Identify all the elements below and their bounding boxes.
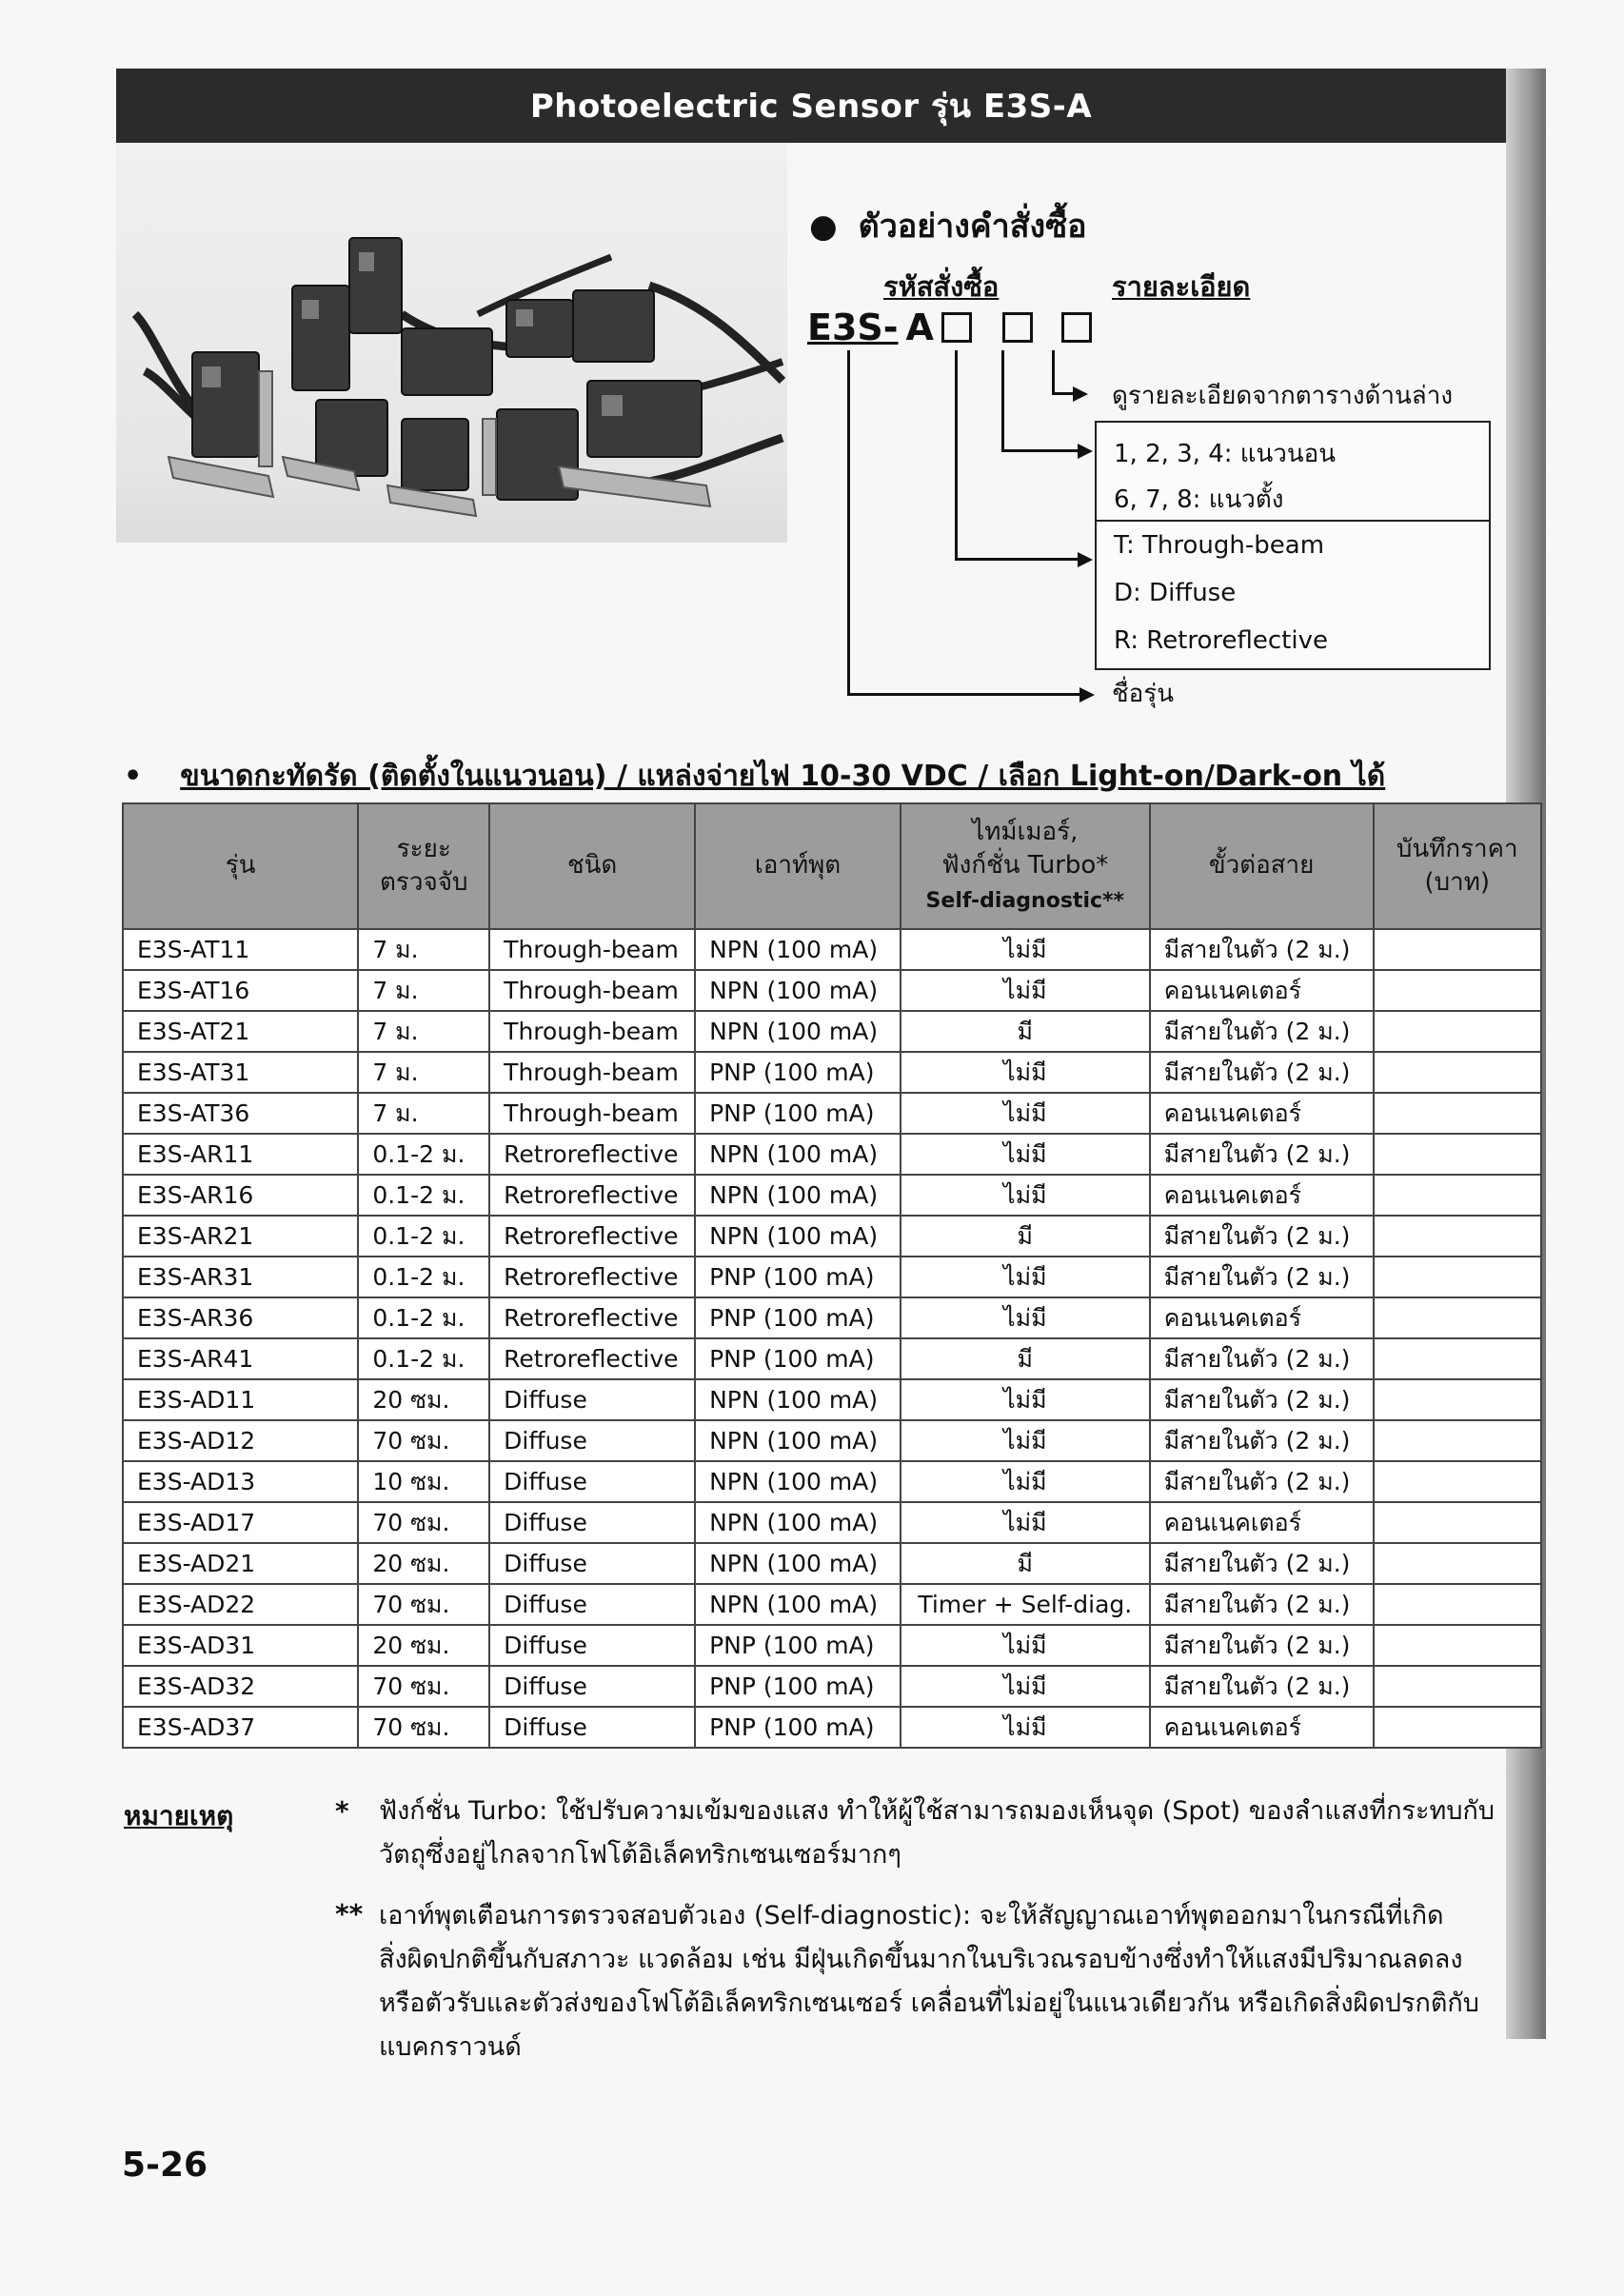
cell-connection: คอนเนคเตอร์ [1150,970,1374,1011]
legend-box [1095,421,1491,670]
cell-range: 0.1-2 ม. [358,1338,489,1379]
cell-model: E3S-AD21 [123,1543,358,1584]
cell-type: Through-beam [489,970,695,1011]
cell-output: NPN (100 mA) [695,1216,901,1257]
cell-type: Diffuse [489,1502,695,1543]
table-row [123,1297,1541,1338]
order-example-title: ● ตัวอย่างคำสั่งซื้อ [809,208,1087,246]
cell-price [1374,1420,1541,1461]
cell-connection: มีสายในตัว (2 ม.) [1150,1011,1374,1052]
cell-timer: มี [901,1338,1150,1379]
cell-type: Retroreflective [489,1297,695,1338]
legend-type-retroreflective: R: Retroreflective [1114,626,1328,655]
cell-price [1374,1011,1541,1052]
cell-range: 70 ซม. [358,1666,489,1707]
cell-timer: ไม่มี [901,1379,1150,1420]
table-header-row [123,803,1541,929]
cell-output: NPN (100 mA) [695,1134,901,1175]
col-header-range: ระยะ ตรวจจับ [358,803,489,929]
cell-timer: ไม่มี [901,1625,1150,1666]
table-row [123,970,1541,1011]
connector-line-series [847,350,850,695]
cell-model: E3S-AT31 [123,1052,358,1093]
code-box-variant [1061,312,1092,343]
table-row [123,1379,1541,1420]
cell-model: E3S-AT36 [123,1093,358,1134]
cell-range: 7 ม. [358,970,489,1011]
cell-type: Retroreflective [489,1175,695,1216]
legend-orientation-horizontal: 1, 2, 3, 4: แนวนอน [1114,440,1337,468]
cell-output: PNP (100 mA) [695,1625,901,1666]
table-row [123,1584,1541,1625]
cell-timer: ไม่มี [901,970,1150,1011]
col-header-connection: ขั้วต่อสาย [1150,803,1374,929]
page-number: 5-26 [122,2146,208,2185]
table-row [123,1543,1541,1584]
cell-price [1374,1052,1541,1093]
cell-output: PNP (100 mA) [695,1707,901,1748]
model-code [807,307,1092,348]
col-header-model: รุ่น [123,803,358,929]
cell-model: E3S-AT21 [123,1011,358,1052]
cell-range: 20 ซม. [358,1379,489,1420]
cell-type: Diffuse [489,1707,695,1748]
note-self-diagnostic: เอาท์พุตเตือนการตรวจสอบตัวเอง (Self-diagnostic): จะให้สัญญาณเอาท์พุตออกมาในกรณีที่เกิด สิ่งผิดปกติขึ้นกับสภาวะ แวดล้อม เช่น มีฝุ่นเกิดขึ้นมากในบริเวณรอบข้างซึ่งทำให้แสงมีปริมาณลดลง หรือตัวรับและตัวส่งของโฟโต้อิเล็คทริกเซนเซอร์ เคลื่อนที่ไม่อยู่ในแนวเดียวกัน หรือเกิดสิ่งผิดปรกติกับ แบคกราวนด์ [379,1901,1479,2062]
cell-timer: ไม่มี [901,1257,1150,1297]
cell-connection: มีสายในตัว (2 ม.) [1150,1134,1374,1175]
col-header-type: ชนิด [489,803,695,929]
cell-price [1374,1543,1541,1584]
cell-model: E3S-AR36 [123,1297,358,1338]
cell-timer: ไม่มี [901,1666,1150,1707]
cell-range: 0.1-2 ม. [358,1175,489,1216]
bullet-icon: • [124,760,143,793]
code-box-orientation [1002,312,1033,343]
cell-connection: มีสายในตัว (2 ม.) [1150,1584,1374,1625]
cell-range: 0.1-2 ม. [358,1216,489,1257]
cell-price [1374,1297,1541,1338]
cell-model: E3S-AD17 [123,1502,358,1543]
note-mark-double: ** [335,1898,364,1930]
table-row [123,1707,1541,1748]
cell-timer: มี [901,1216,1150,1257]
cell-type: Diffuse [489,1379,695,1420]
sensor-photo-illustration [116,143,787,543]
cell-output: PNP (100 mA) [695,1093,901,1134]
table-row [123,1216,1541,1257]
cell-timer: มี [901,1011,1150,1052]
connector-line-series-h [847,693,1083,696]
cell-model: E3S-AR16 [123,1175,358,1216]
cell-model: E3S-AD22 [123,1584,358,1625]
cell-output: NPN (100 mA) [695,1379,901,1420]
cell-price [1374,1216,1541,1257]
cell-model: E3S-AR31 [123,1257,358,1297]
connector-line-orientation-h [1001,449,1080,452]
page-header [116,69,1506,143]
table-row [123,1502,1541,1543]
cell-connection: มีสายในตัว (2 ม.) [1150,1379,1374,1420]
cell-type: Through-beam [489,929,695,970]
cell-connection: มีสายในตัว (2 ม.) [1150,1052,1374,1093]
legend-table-note: ดูรายละเอียดจากตารางด้านล่าง [1112,382,1454,410]
table-row [123,1052,1541,1093]
table-row [123,1257,1541,1297]
table-row [123,929,1541,970]
code-box-type [941,312,972,343]
cell-output: PNP (100 mA) [695,1338,901,1379]
cell-model: E3S-AD11 [123,1379,358,1420]
cell-connection: คอนเนคเตอร์ [1150,1175,1374,1216]
product-photo [116,143,787,543]
cell-model: E3S-AD32 [123,1666,358,1707]
cell-output: NPN (100 mA) [695,970,901,1011]
table-row [123,1625,1541,1666]
cell-range: 7 ม. [358,1011,489,1052]
cell-timer: Timer + Self-diag. [901,1584,1150,1625]
cell-type: Through-beam [489,1052,695,1093]
cell-connection: มีสายในตัว (2 ม.) [1150,1338,1374,1379]
detail-label: รายละเอียด [1112,270,1251,303]
table-row [123,1420,1541,1461]
cell-connection: มีสายในตัว (2 ม.) [1150,1666,1374,1707]
cell-connection: มีสายในตัว (2 ม.) [1150,1420,1374,1461]
cell-price [1374,1666,1541,1707]
cell-price [1374,1175,1541,1216]
cell-range: 7 ม. [358,1093,489,1134]
cell-price [1374,1338,1541,1379]
cell-type: Through-beam [489,1093,695,1134]
table-row [123,1338,1541,1379]
cell-connection: มีสายในตัว (2 ม.) [1150,1257,1374,1297]
cell-model: E3S-AR41 [123,1338,358,1379]
cell-price [1374,1379,1541,1420]
cell-connection: มีสายในตัว (2 ม.) [1150,1543,1374,1584]
cell-type: Through-beam [489,1011,695,1052]
cell-timer: ไม่มี [901,1502,1150,1543]
cell-output: PNP (100 mA) [695,1257,901,1297]
cell-timer: ไม่มี [901,1461,1150,1502]
section-title: • ขนาดกะทัดรัด (ติดตั้งในแนวนอน) / แหล่งจ่ายไฟ 10-30 VDC / เลือก Light-on/Dark-on ได้ [124,760,1386,793]
col-header-output: เอาท์พุต [695,803,901,929]
cell-model: E3S-AR21 [123,1216,358,1257]
cell-type: Retroreflective [489,1216,695,1257]
arrow-right-icon [1078,444,1093,459]
table-row [123,1011,1541,1052]
cell-timer: ไม่มี [901,929,1150,970]
cell-type: Retroreflective [489,1338,695,1379]
cell-price [1374,1502,1541,1543]
cell-output: NPN (100 mA) [695,1461,901,1502]
notes-title: หมายเหตุ [124,1800,234,1831]
col-header-price: บันทึกราคา (บาท) [1374,803,1541,929]
cell-output: PNP (100 mA) [695,1666,901,1707]
cell-type: Retroreflective [489,1134,695,1175]
order-code-label: รหัสสั่งซื้อ [883,270,1000,303]
bullet-icon: ● [809,208,838,246]
cell-model: E3S-AT11 [123,929,358,970]
cell-price [1374,1257,1541,1297]
model-prefix: E3S- [807,307,899,348]
cell-range: 20 ซม. [358,1543,489,1584]
cell-timer: ไม่มี [901,1297,1150,1338]
cell-timer: ไม่มี [901,1175,1150,1216]
cell-output: NPN (100 mA) [695,1175,901,1216]
cell-connection: มีสายในตัว (2 ม.) [1150,1216,1374,1257]
cell-connection: คอนเนคเตอร์ [1150,1707,1374,1748]
cell-timer: มี [901,1543,1150,1584]
cell-connection: คอนเนคเตอร์ [1150,1093,1374,1134]
cell-output: NPN (100 mA) [695,1420,901,1461]
cell-output: NPN (100 mA) [695,1502,901,1543]
cell-range: 70 ซม. [358,1420,489,1461]
cell-output: PNP (100 mA) [695,1297,901,1338]
legend-series-name: ชื่อรุ่น [1112,680,1174,708]
cell-model: E3S-AT16 [123,970,358,1011]
cell-price [1374,1461,1541,1502]
cell-range: 70 ซม. [358,1502,489,1543]
cell-model: E3S-AD37 [123,1707,358,1748]
cell-price [1374,1707,1541,1748]
note-mark-single: * [335,1795,349,1827]
table-row [123,1093,1541,1134]
note-turbo: ฟังก์ชั่น Turbo: ใช้ปรับความเข้มของแสง ทำให้ผู้ใช้สามารถมองเห็นจุด (Spot) ของลำแสงที่กระทบกับ วัตถุซึ่งอยู่ไกลจากโฟโต้อิเล็คทริกเซนเซอร์มากๆ [379,1796,1495,1870]
cell-model: E3S-AD12 [123,1420,358,1461]
cell-timer: ไม่มี [901,1134,1150,1175]
cell-connection: คอนเนคเตอร์ [1150,1502,1374,1543]
cell-output: NPN (100 mA) [695,1584,901,1625]
connector-line-type-h [955,558,1080,561]
table-row [123,1134,1541,1175]
cell-price [1374,1134,1541,1175]
cell-connection: คอนเนคเตอร์ [1150,1297,1374,1338]
cell-range: 7 ม. [358,1052,489,1093]
connector-line-orientation [1001,350,1004,451]
cell-connection: มีสายในตัว (2 ม.) [1150,1461,1374,1502]
table-row [123,1175,1541,1216]
cell-price [1374,1625,1541,1666]
cell-type: Diffuse [489,1666,695,1707]
cell-range: 0.1-2 ม. [358,1257,489,1297]
cell-type: Diffuse [489,1625,695,1666]
cell-timer: ไม่มี [901,1707,1150,1748]
cell-timer: ไม่มี [901,1420,1150,1461]
cell-output: NPN (100 mA) [695,929,901,970]
table-row [123,1666,1541,1707]
cell-timer: ไม่มี [901,1052,1150,1093]
legend-type-through-beam: T: Through-beam [1114,531,1325,560]
arrow-right-icon [1078,552,1093,567]
spec-table [122,802,1542,1749]
cell-range: 0.1-2 ม. [358,1297,489,1338]
cell-range: 70 ซม. [358,1584,489,1625]
cell-connection: มีสายในตัว (2 ม.) [1150,1625,1374,1666]
legend-divider [1097,520,1489,522]
model-letter: A [905,307,934,348]
cell-model: E3S-AR11 [123,1134,358,1175]
connector-line-type [955,350,958,560]
cell-type: Retroreflective [489,1257,695,1297]
cell-type: Diffuse [489,1584,695,1625]
cell-model: E3S-AD31 [123,1625,358,1666]
cell-type: Diffuse [489,1420,695,1461]
page-title: Photoelectric Sensor รุ่น E3S-A [529,88,1093,126]
arrow-right-icon [1073,386,1088,402]
cell-range: 70 ซม. [358,1707,489,1748]
cell-range: 0.1-2 ม. [358,1134,489,1175]
cell-price [1374,929,1541,970]
cell-model: E3S-AD13 [123,1461,358,1502]
cell-price [1374,1093,1541,1134]
cell-output: NPN (100 mA) [695,1543,901,1584]
legend-type-diffuse: D: Diffuse [1114,579,1237,607]
cell-range: 20 ซม. [358,1625,489,1666]
cell-type: Diffuse [489,1543,695,1584]
legend-orientation-vertical: 6, 7, 8: แนวตั้ง [1114,485,1284,514]
cell-timer: ไม่มี [901,1093,1150,1134]
cell-type: Diffuse [489,1461,695,1502]
cell-output: PNP (100 mA) [695,1052,901,1093]
col-header-timer: ไทม์เมอร์, ฟังก์ชั่น Turbo* Self-diagnostic** [901,803,1150,929]
cell-output: NPN (100 mA) [695,1011,901,1052]
cell-price [1374,970,1541,1011]
table-row [123,1461,1541,1502]
connector-line-variant [1052,350,1055,394]
arrow-right-icon [1079,687,1095,703]
cell-connection: มีสายในตัว (2 ม.) [1150,929,1374,970]
cell-range: 7 ม. [358,929,489,970]
cell-price [1374,1584,1541,1625]
cell-range: 10 ซม. [358,1461,489,1502]
